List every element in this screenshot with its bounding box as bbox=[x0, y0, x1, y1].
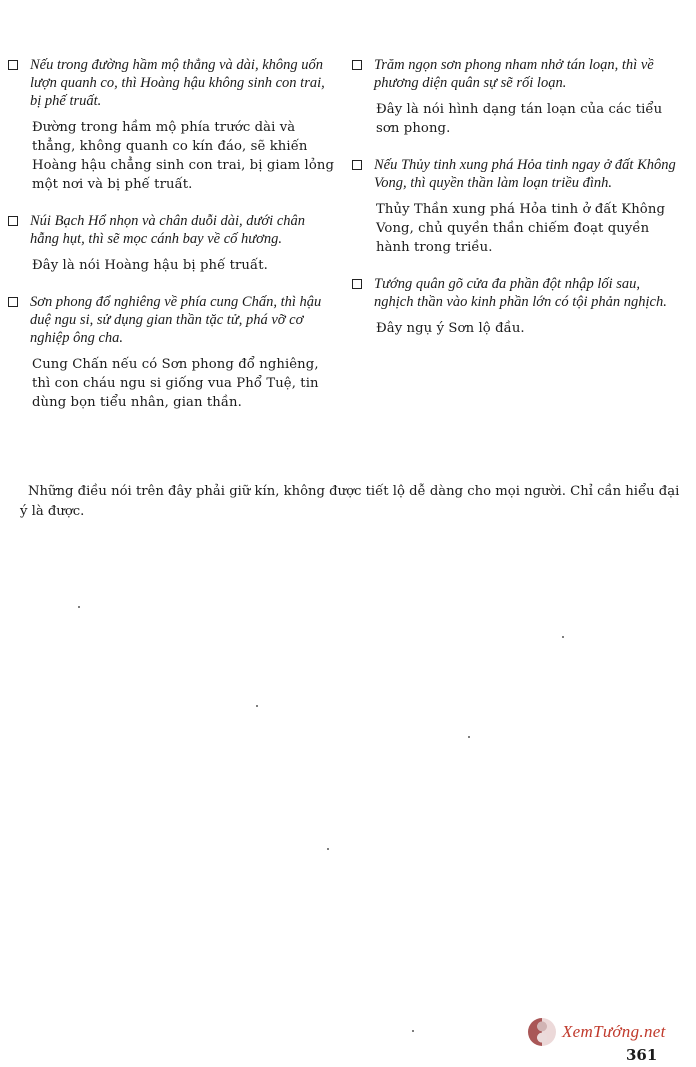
quote-text: Sơn phong đổ nghiêng về phía cung Chấn, thì hậu duệ ngu si, sử dụng gian thần tặc tử, phá vỡ cơ nghiệp ông cha. bbox=[30, 294, 322, 346]
checkbox-icon bbox=[8, 297, 18, 307]
quote-text: Núi Bạch Hổ nhọn và chân duỗi dài, dưới chân hẫng hụt, thì sẽ mọc cánh bay về cố hương. bbox=[30, 213, 306, 247]
quote-text: Tướng quân gõ cửa đa phần đột nhập lối sau, nghịch thần vào kinh phần lớn có tội phản nghịch. bbox=[374, 276, 667, 310]
explanation-text: Đây ngụ ý Sơn lộ đầu. bbox=[376, 321, 525, 336]
scan-speck bbox=[468, 736, 470, 738]
scan-speck bbox=[327, 848, 329, 850]
entry bbox=[352, 275, 682, 338]
page-number: 361 bbox=[626, 1046, 658, 1064]
scan-speck bbox=[562, 636, 564, 638]
checkbox-icon bbox=[352, 279, 362, 289]
explanation-text: Đây là nói Hoàng hậu bị phế truất. bbox=[32, 258, 268, 273]
checkbox-icon bbox=[8, 60, 18, 70]
closing-paragraph: Những điều nói trên đây phải giữ kín, không được tiết lộ dễ dàng cho mọi người. Chỉ cần hiểu đại ý là được. bbox=[20, 484, 680, 519]
yin-yang-icon bbox=[528, 1018, 556, 1046]
watermark-text: XemTướng.net bbox=[562, 1022, 666, 1041]
entry bbox=[8, 212, 336, 275]
quote-text: Nếu Thủy tinh xung phá Hỏa tinh ngay ở đất Không Vong, thì quyền thần làm loạn triều đình. bbox=[374, 157, 676, 191]
scan-speck bbox=[78, 606, 80, 608]
explanation-text: Đường trong hầm mộ phía trước dài và thẳng, không quanh co kín đáo, sẽ khiến Hoàng hậu chẳng sinh con trai, bị giam lỏng một nơi và bị phế truất. bbox=[32, 120, 335, 192]
explanation-text: Đây là nói hình dạng tán loạn của các tiểu sơn phong. bbox=[376, 102, 663, 136]
watermark-logo bbox=[528, 1014, 688, 1050]
entry bbox=[8, 293, 336, 412]
explanation-text: Thủy Thần xung phá Hỏa tinh ở đất Không Vong, chủ quyền thần chiếm đoạt quyền hành trong triều. bbox=[376, 202, 665, 255]
scan-speck bbox=[412, 1030, 414, 1032]
checkbox-icon bbox=[8, 216, 18, 226]
entry bbox=[352, 156, 682, 257]
quote-text: Nếu trong đường hầm mộ thẳng và dài, không uốn lượn quanh co, thì Hoàng hậu không sinh con trai, bị phế truất. bbox=[30, 57, 325, 109]
quote-text: Trăm ngọn sơn phong nham nhở tán loạn, thì về phương diện quân sự sẽ rối loạn. bbox=[374, 57, 654, 91]
checkbox-icon bbox=[352, 60, 362, 70]
scan-speck bbox=[256, 705, 258, 707]
entry bbox=[8, 56, 336, 194]
entry bbox=[352, 56, 682, 138]
right-column bbox=[352, 56, 682, 356]
left-column bbox=[8, 56, 336, 430]
explanation-text: Cung Chấn nếu có Sơn phong đổ nghiêng, thì con cháu ngu si giống vua Phổ Tuệ, tin dùng bọn tiểu nhân, gian thần. bbox=[32, 357, 319, 410]
checkbox-icon bbox=[352, 160, 362, 170]
